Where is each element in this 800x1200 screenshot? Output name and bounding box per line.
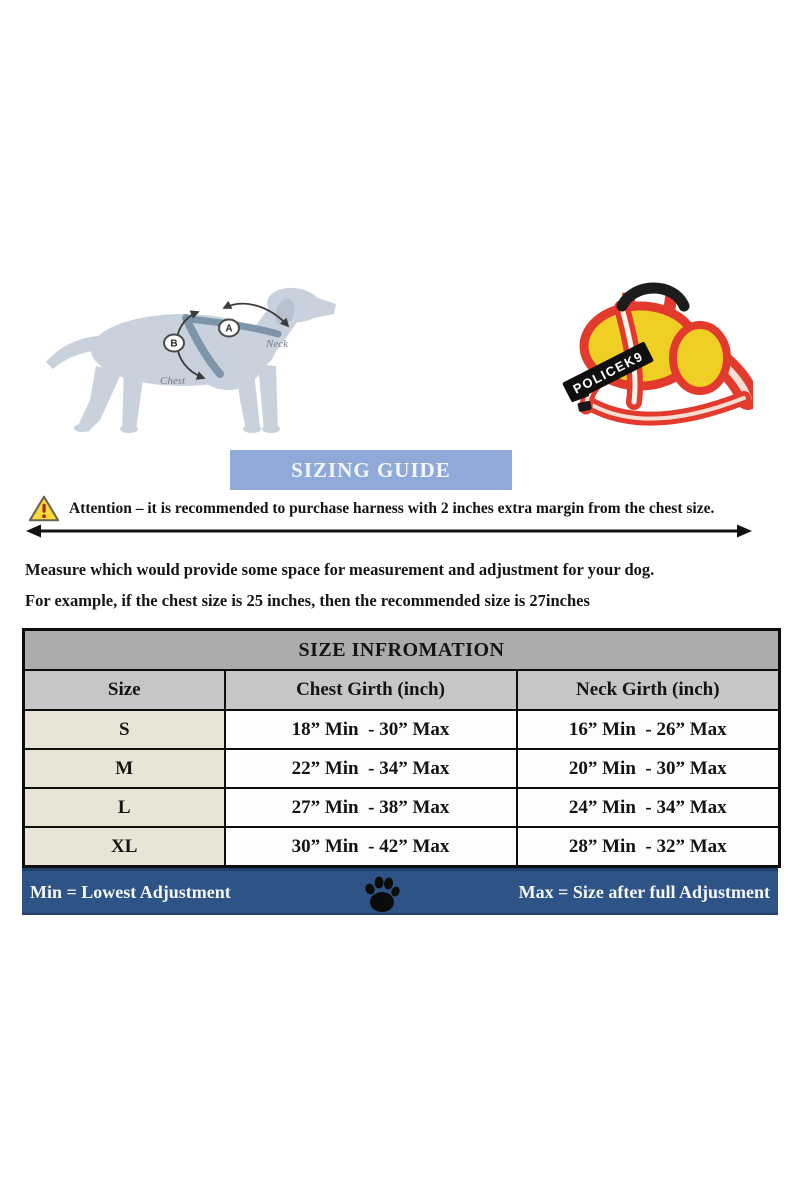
sizing-guide-banner <box>230 450 512 490</box>
example-note: For example, if the chest size is 25 inches, then the recommended size is 27inches <box>25 591 590 610</box>
size-table-title: SIZE INFROMATION <box>24 630 780 671</box>
chest-badge-letter: B <box>170 338 178 350</box>
neck-label: Neck <box>266 338 288 350</box>
neck-cell: 20” Min - 30” Max <box>517 749 780 788</box>
column-header-neck: Neck Girth (inch) <box>517 670 780 710</box>
size-cell: S <box>24 710 225 749</box>
warning-triangle-icon <box>28 494 60 523</box>
table-header-row <box>24 670 780 710</box>
column-header-chest: Chest Girth (inch) <box>225 670 517 710</box>
dog-measurement-diagram <box>38 272 338 447</box>
chest-cell: 18” Min - 30” Max <box>225 710 517 749</box>
size-cell: L <box>24 788 225 827</box>
patch-label: POLICEK9 <box>570 348 646 397</box>
table-row-xl <box>24 827 780 867</box>
sizing-guide-title: SIZING GUIDE <box>291 457 451 482</box>
table-title-row <box>24 630 780 671</box>
chest-badge <box>164 335 184 352</box>
neck-cell: 28” Min - 32” Max <box>517 827 780 867</box>
neck-cell: 24” Min - 34” Max <box>517 788 780 827</box>
attention-note <box>28 494 768 523</box>
max-legend: Max = Size after full Adjustment <box>518 881 770 902</box>
size-cell: XL <box>24 827 225 867</box>
paw-icon <box>360 874 404 914</box>
neck-badge <box>219 320 239 337</box>
size-table <box>22 628 781 868</box>
chest-label: Chest <box>160 375 186 387</box>
harness-side-flap <box>673 325 727 391</box>
chest-cell: 27” Min - 38” Max <box>225 788 517 827</box>
double-arrow <box>26 522 752 540</box>
attention-text: Attention – it is recommended to purchase harness with 2 inches extra margin from the chest size. <box>69 499 715 517</box>
table-row-s <box>24 710 780 749</box>
measure-note: Measure which would provide some space for measurement and adjustment for your dog. <box>25 560 655 579</box>
min-legend: Min = Lowest Adjustment <box>30 881 231 902</box>
legend-bar <box>22 868 778 915</box>
chest-cell: 22” Min - 34” Max <box>225 749 517 788</box>
column-header-size: Size <box>24 670 225 710</box>
harness-product-image <box>548 276 753 434</box>
table-row-l <box>24 788 780 827</box>
chest-cell: 30” Min - 42” Max <box>225 827 517 867</box>
neck-cell: 16” Min - 26” Max <box>517 710 780 749</box>
size-cell: M <box>24 749 225 788</box>
neck-badge-letter: A <box>225 323 233 335</box>
table-row-m <box>24 749 780 788</box>
